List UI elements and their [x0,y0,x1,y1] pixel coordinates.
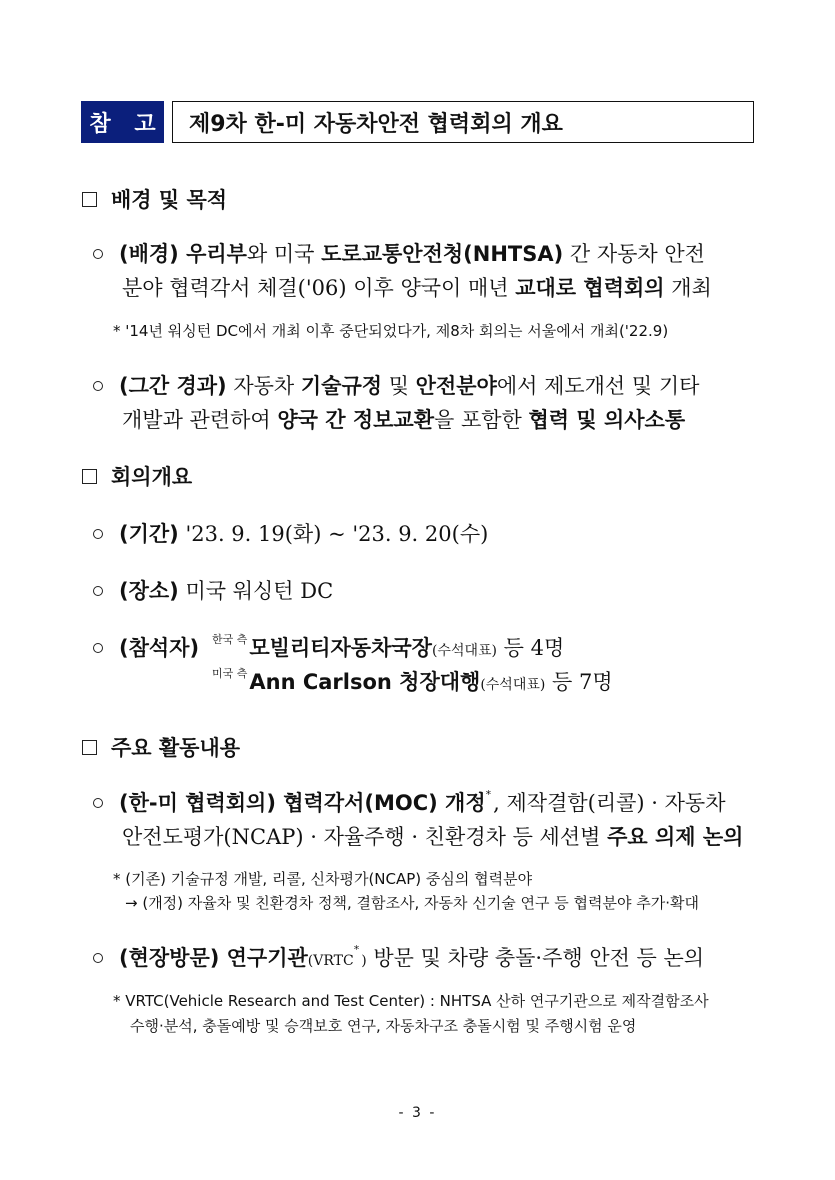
bullet-cooperation-meeting: (한-미 협력회의) 협력각서(MOC) 개정*, 제작결함(리콜) · 자동차 [93,787,725,817]
bullet-progress-line2: 개발과 관련하여 양국 간 정보교환을 포함한 협력 및 의사소통 [122,408,686,432]
section-title: 주요 활동내용 [111,736,241,760]
section-title: 배경 및 목적 [111,188,228,212]
attendee-korea: $^{한국 측}$모빌리티자동차국장(수석대표) 등 4명 [212,633,565,660]
footnote: * '14년 워싱턴 DC에서 개최 이후 중단되었다가, 제8차 회의는 서울에서 개최('22.9) [113,322,669,340]
bullet-period: (기간) '23. 9. 19(화) ~ '23. 9. 20(수) [93,518,488,548]
checkbox-square-icon [82,192,97,207]
bullet-progress: (그간 경과) 자동차 기술규정 및 안전분야에서 제도개선 및 기타 [93,370,699,400]
section-title: 회의개요 [111,465,193,489]
bullet-attendees: (참석자) [93,632,199,662]
checkbox-square-icon [82,740,97,755]
section-heading-activities [82,732,240,762]
section-heading-background [82,184,227,214]
circle-bullet-icon [93,249,103,259]
attendee-us: $^{미국 측}$Ann Carlson 청장대행(수석대표) 등 7명 [212,667,613,694]
checkbox-square-icon [82,469,97,484]
footnote: * VRTC(Vehicle Research and Test Center) : NHTSA 산하 연구기관으로 제작결함조사 [113,992,709,1010]
footnote: 수행·분석, 충돌예방 및 승객보호 연구, 자동차구조 충돌시험 및 주행시험 운영 [130,1017,637,1035]
bullet-cooperation-meeting-line2: 안전도평가(NCAP) · 자율주행 · 친환경차 등 세션별 주요 의제 논의 [122,825,744,849]
reference-tag: 참 고 [81,101,164,143]
footnote: → (개정) 자율차 및 친환경차 정책, 결함조사, 자동차 신기술 연구 등 협력분야 추가·확대 [125,894,699,912]
bullet-background-line2: 분야 협력각서 체결('06) 이후 양국이 매년 교대로 협력회의 개최 [122,276,712,300]
page-number: - 3 - [398,1105,437,1121]
section-heading-meeting [82,461,192,491]
bullet-background: (배경) 우리부와 미국 도로교통안전청(NHTSA) 간 자동차 안전 [93,238,705,268]
footnote: * (기존) 기술규정 개발, 리콜, 신차평가(NCAP) 중심의 협력분야 [113,870,533,888]
circle-bullet-icon [93,586,103,596]
circle-bullet-icon [93,953,103,963]
bullet-site-visit: (현장방문) 연구기관(VRTC*) 방문 및 차량 충돌·주행 안전 등 논의 [93,942,704,972]
bullet-place: (장소) 미국 워싱턴 DC [93,575,333,605]
page-title: 제9차 한-미 자동차안전 협력회의 개요 [172,101,754,143]
circle-bullet-icon [93,529,103,539]
circle-bullet-icon [93,381,103,391]
circle-bullet-icon [93,643,103,653]
circle-bullet-icon [93,798,103,808]
